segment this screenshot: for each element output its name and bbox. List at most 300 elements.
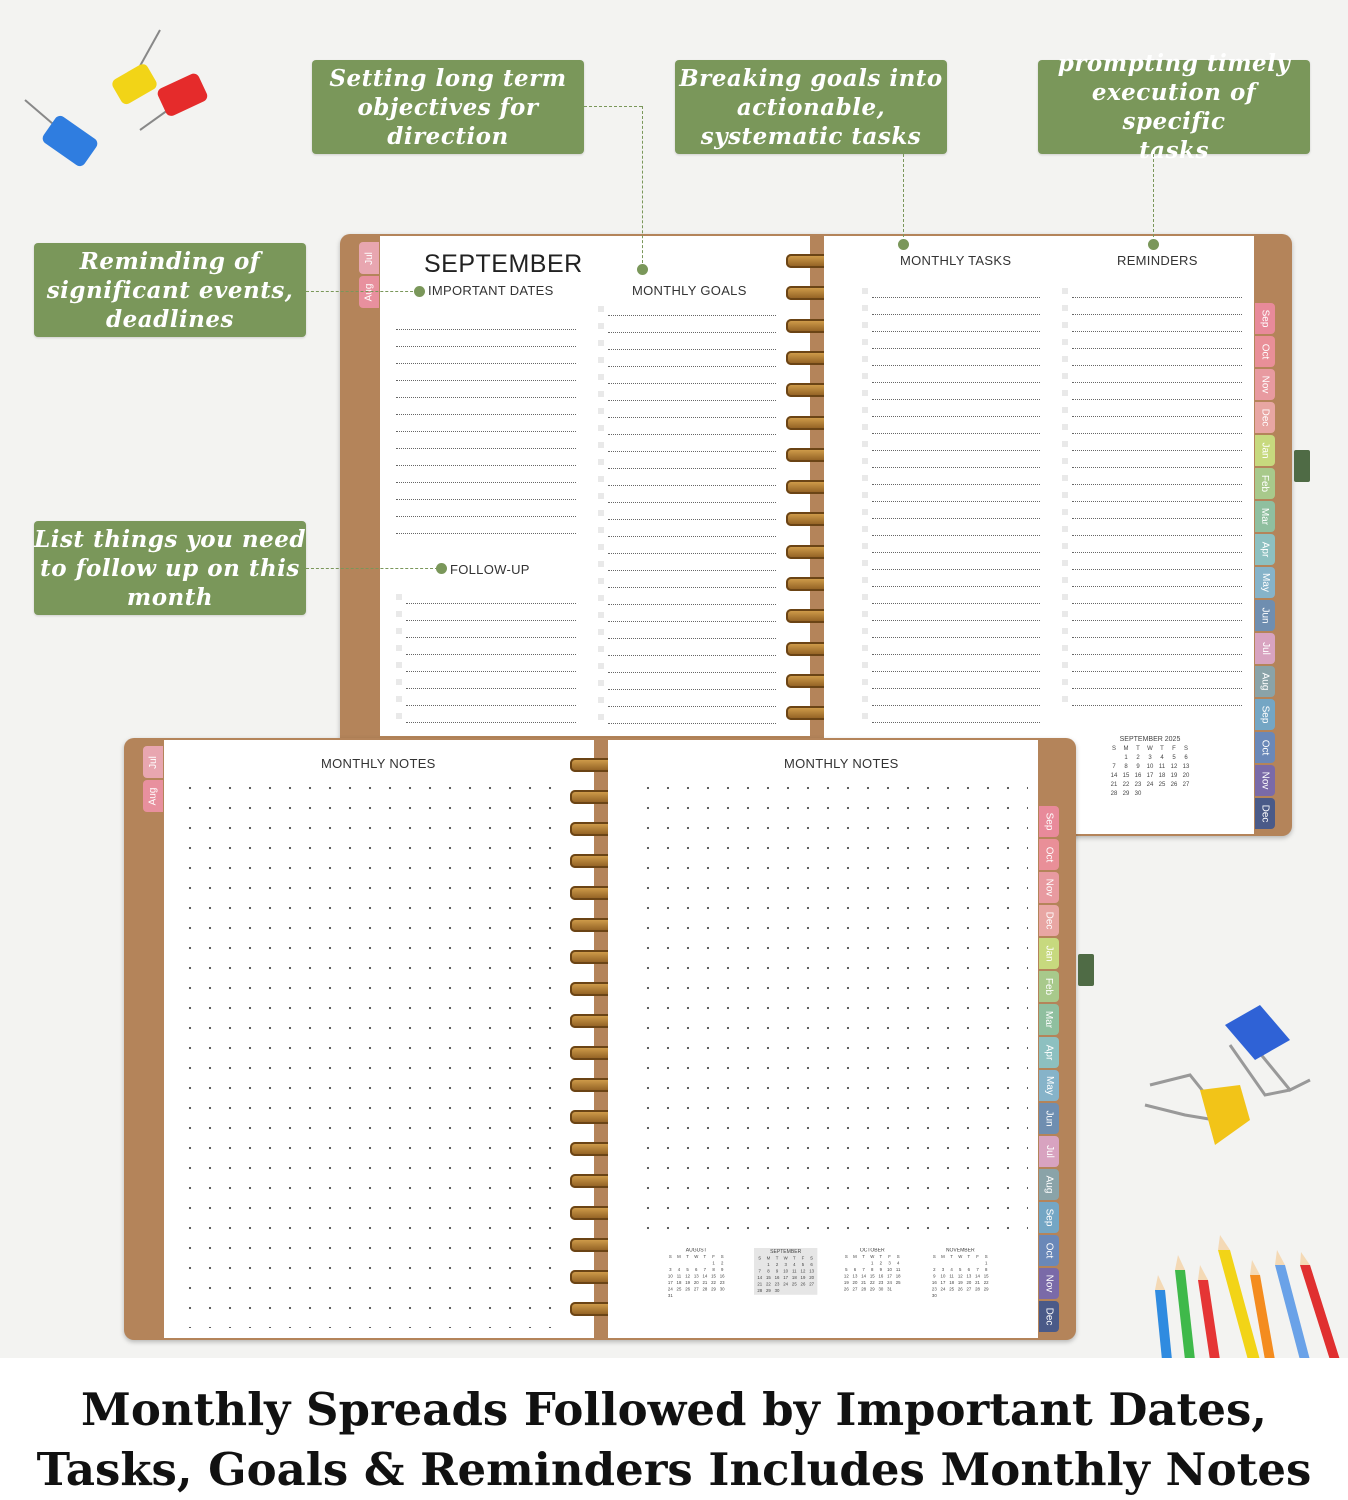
- writing-line: [1072, 433, 1242, 434]
- checkbox-marker: [1062, 679, 1068, 685]
- connector-reminding: [306, 291, 418, 292]
- calendar-date: 5: [1172, 755, 1176, 761]
- calendar-date: 21: [757, 1282, 763, 1287]
- checkbox-marker: [1062, 509, 1068, 515]
- top-right-tab-sep-12[interactable]: Sep: [1255, 699, 1275, 730]
- callout-prompting: prompting timely execution of specific tasks: [1038, 60, 1310, 154]
- calendar-day-header: F: [1172, 746, 1176, 752]
- writing-line: [396, 414, 576, 415]
- checkbox-marker: [598, 697, 604, 703]
- bottom-right-tab-nov-2[interactable]: Nov: [1039, 872, 1059, 903]
- calendar-day-header: T: [792, 1256, 796, 1261]
- checkbox-marker: [1062, 305, 1068, 311]
- calendar-day-header: W: [870, 1255, 875, 1260]
- calendar-day-header: M: [766, 1256, 771, 1261]
- bottom-right-tab-jul-10[interactable]: Jul: [1039, 1136, 1059, 1167]
- checkbox-marker: [396, 679, 402, 685]
- writing-line: [608, 400, 776, 401]
- calendar-date: 29: [869, 1287, 875, 1292]
- calendar-date: [675, 1294, 684, 1298]
- writing-line: [396, 346, 576, 347]
- calendar-date: 3: [941, 1268, 945, 1273]
- checkbox-marker: [598, 391, 604, 397]
- calendar-date: 26: [800, 1282, 806, 1287]
- writing-line: [1072, 637, 1242, 638]
- calendar-date: 1: [712, 1261, 715, 1266]
- calendar-date: 3: [669, 1268, 672, 1273]
- calendar-day-header: M: [853, 1255, 857, 1260]
- left-monthly-notes-heading: MONTHLY NOTES: [321, 756, 436, 771]
- calendar-date: 21: [1110, 782, 1118, 788]
- calendar-day-header: S: [844, 1255, 848, 1260]
- calendar-date: 2: [933, 1268, 936, 1273]
- writing-line: [872, 603, 1040, 604]
- calendar-date: [718, 1294, 727, 1298]
- bottom-right-tab-oct-1[interactable]: Oct: [1039, 839, 1059, 870]
- checkbox-marker: [598, 374, 604, 380]
- calendar-date: 27: [852, 1287, 858, 1292]
- writing-line: [1072, 365, 1242, 366]
- calendar-date: [675, 1262, 684, 1266]
- writing-line: [396, 431, 576, 432]
- connector-dot-reminders: [1148, 239, 1159, 250]
- writing-line: [608, 621, 776, 622]
- follow-up-heading: FOLLOW-UP: [450, 562, 530, 577]
- calendar-date: 28: [1110, 791, 1118, 797]
- calendar-date: 14: [861, 1274, 867, 1279]
- calendar-date: 26: [1170, 782, 1178, 788]
- month-title: SEPTEMBER: [424, 250, 583, 278]
- calendar-date: 30: [1134, 791, 1142, 797]
- calendar-date: 19: [800, 1276, 806, 1281]
- writing-line: [872, 654, 1040, 655]
- writing-line: [396, 499, 576, 500]
- calendar-date: [799, 1289, 808, 1293]
- writing-line: [608, 536, 776, 537]
- calendar-date: 20: [852, 1281, 858, 1286]
- bottom-right-tab-dec-15[interactable]: Dec: [1039, 1301, 1059, 1332]
- checkbox-marker: [598, 527, 604, 533]
- calendar-date: [692, 1294, 701, 1298]
- calendar-date: [842, 1262, 851, 1266]
- checkbox-marker: [862, 339, 868, 345]
- writing-line: [406, 671, 576, 672]
- top-right-tab-oct-13[interactable]: Oct: [1255, 732, 1275, 763]
- calendar-date: [965, 1294, 974, 1298]
- checkbox-marker: [862, 543, 868, 549]
- calendar-date: 31: [667, 1294, 673, 1299]
- calendar-date: 27: [693, 1287, 699, 1292]
- top-elastic-band: [1294, 450, 1310, 482]
- calendar-date: 5: [686, 1268, 689, 1273]
- bottom-left-tab-jul[interactable]: Jul: [143, 746, 163, 778]
- connector-dot-dates: [414, 286, 425, 297]
- calendar-date: 26: [843, 1287, 849, 1292]
- calendar-date: 25: [1158, 782, 1166, 788]
- calendar-date: 19: [957, 1281, 963, 1286]
- checkbox-marker: [1062, 560, 1068, 566]
- writing-line: [406, 603, 576, 604]
- calendar-date: 21: [861, 1281, 867, 1286]
- calendar-date: 1: [984, 1261, 988, 1266]
- calendar-date: 8: [712, 1268, 715, 1273]
- calendar-date: 8: [984, 1268, 988, 1273]
- checkbox-marker: [862, 458, 868, 464]
- calendar-date: 4: [793, 1263, 796, 1268]
- top-right-tab-feb-5[interactable]: Feb: [1255, 468, 1275, 499]
- calendar-date: 11: [792, 1269, 797, 1274]
- calendar-date: 5: [845, 1268, 848, 1273]
- calendar-date: 13: [966, 1274, 972, 1279]
- calendar-date: [973, 1294, 982, 1298]
- calendar-date: 12: [1170, 764, 1178, 770]
- calendar-day-header: T: [862, 1255, 865, 1260]
- calendar-date: 16: [878, 1274, 884, 1279]
- calendar-date: 22: [869, 1281, 875, 1286]
- checkbox-marker: [396, 645, 402, 651]
- top-left-tab-jul[interactable]: Jul: [359, 242, 379, 274]
- checkbox-marker: [598, 646, 604, 652]
- calendar-date: 26: [685, 1287, 691, 1292]
- checkbox-marker: [1062, 424, 1068, 430]
- calendar-date: [701, 1262, 710, 1266]
- checkbox-marker: [598, 680, 604, 686]
- calendar-date: 3: [888, 1261, 891, 1266]
- calendar-date: 10: [667, 1274, 673, 1279]
- calendar-date: [956, 1262, 965, 1266]
- callout-reminding: Reminding of significant events, deadlines: [34, 243, 306, 337]
- calendar-date: 15: [983, 1274, 989, 1279]
- writing-line: [406, 705, 576, 706]
- top-right-tab-mar-6[interactable]: Mar: [1255, 501, 1275, 532]
- calendar-day-header: S: [758, 1256, 762, 1261]
- top-right-tab-oct-1[interactable]: Oct: [1255, 336, 1275, 367]
- calendar-day-header: T: [1136, 746, 1140, 752]
- top-left-tab-aug[interactable]: Aug: [359, 276, 379, 308]
- checkbox-marker: [396, 628, 402, 634]
- calendar-date: [939, 1262, 948, 1266]
- bottom-right-tab-may-8[interactable]: May: [1039, 1070, 1059, 1101]
- calendar-date: 17: [1146, 773, 1154, 779]
- calendar-date: [1144, 791, 1156, 797]
- top-right-tab-apr-7[interactable]: Apr: [1255, 534, 1275, 565]
- important-dates-heading: IMPORTANT DATES: [428, 283, 554, 298]
- writing-line: [872, 467, 1040, 468]
- calendar-date: [851, 1262, 860, 1266]
- calendar-date: [947, 1294, 956, 1298]
- calendar-date: 14: [975, 1274, 980, 1279]
- calendar-date: 18: [949, 1281, 955, 1286]
- checkbox-marker: [862, 696, 868, 702]
- calendar-date: 13: [852, 1274, 858, 1279]
- bottom-right-tab-jan-4[interactable]: Jan: [1039, 938, 1059, 969]
- bottom-left-tab-aug[interactable]: Aug: [143, 780, 163, 812]
- calendar-date: 18: [791, 1276, 797, 1281]
- writing-line: [1072, 688, 1242, 689]
- top-right-tab-jun-9[interactable]: Jun: [1255, 600, 1275, 631]
- writing-line: [872, 705, 1040, 706]
- calendar-date: 11: [949, 1274, 954, 1279]
- checkbox-marker: [598, 408, 604, 414]
- bottom-right-tab-mar-6[interactable]: Mar: [1039, 1004, 1059, 1035]
- mini-calendar-title: NOVEMBER: [945, 1248, 975, 1254]
- calendar-date: 19: [685, 1281, 691, 1286]
- writing-line: [406, 722, 576, 723]
- top-right-tab-may-8[interactable]: May: [1255, 567, 1275, 598]
- mini-calendar-august: [666, 1248, 726, 1298]
- calendar-day-header: T: [1160, 746, 1164, 752]
- calendar-date: 20: [693, 1281, 699, 1286]
- calendar-date: [1156, 791, 1168, 797]
- calendar-date: 4: [677, 1268, 681, 1273]
- writing-line: [608, 689, 776, 690]
- calendar-day-header: T: [775, 1256, 779, 1261]
- calendar-day-header: W: [958, 1255, 963, 1260]
- writing-line: [396, 380, 576, 381]
- checkbox-marker: [862, 407, 868, 413]
- writing-line: [872, 331, 1040, 332]
- mini-calendar-october: [842, 1248, 902, 1292]
- top-right-tab-sep-0[interactable]: Sep: [1255, 303, 1275, 334]
- connector-long-term-v: [642, 106, 643, 268]
- checkbox-marker: [1062, 390, 1068, 396]
- calendar-date: 24: [940, 1287, 946, 1292]
- calendar-date: 11: [1158, 764, 1166, 770]
- calendar-date: 15: [765, 1276, 771, 1281]
- calendar-day-header: S: [984, 1255, 988, 1260]
- top-right-tab-dec-15[interactable]: Dec: [1255, 798, 1275, 829]
- calendar-date: 30: [878, 1287, 884, 1292]
- calendar-date: 6: [810, 1263, 813, 1268]
- writing-line: [406, 688, 576, 689]
- calendar-date: [709, 1294, 718, 1298]
- checkbox-marker: [1062, 458, 1068, 464]
- calendar-date: 14: [1110, 773, 1118, 779]
- checkbox-marker: [598, 442, 604, 448]
- calendar-date: 24: [887, 1281, 892, 1286]
- bottom-right-tab-apr-7[interactable]: Apr: [1039, 1037, 1059, 1068]
- checkbox-marker: [862, 679, 868, 685]
- checkbox-marker: [862, 373, 868, 379]
- writing-line: [608, 417, 776, 418]
- calendar-date: 24: [783, 1282, 789, 1287]
- calendar-date: 7: [976, 1268, 979, 1273]
- binder-clips-icon: [1140, 995, 1330, 1165]
- writing-line: [872, 722, 1040, 723]
- calendar-date: 23: [878, 1281, 884, 1286]
- top-right-tab-jan-4[interactable]: Jan: [1255, 435, 1275, 466]
- calendar-date: 30: [774, 1289, 780, 1294]
- calendar-date: 20: [1182, 773, 1190, 779]
- calendar-date: 25: [676, 1287, 682, 1292]
- calendar-date: [982, 1294, 991, 1298]
- writing-line: [608, 723, 776, 724]
- checkbox-marker: [1062, 339, 1068, 345]
- calendar-date: 16: [774, 1276, 780, 1281]
- calendar-date: [973, 1262, 982, 1266]
- calendar-day-header: W: [1147, 746, 1153, 752]
- bottom-caption: [0, 1358, 1348, 1500]
- calendar-date: 2: [775, 1263, 779, 1268]
- calendar-date: 14: [757, 1276, 763, 1281]
- writing-line: [1072, 331, 1242, 332]
- checkbox-marker: [1062, 662, 1068, 668]
- checkbox-marker: [598, 340, 604, 346]
- calendar-date: [1168, 791, 1180, 797]
- mini-calendar-september: [754, 1248, 817, 1295]
- calendar-date: 25: [791, 1282, 797, 1287]
- checkbox-marker: [862, 645, 868, 651]
- calendar-date: [859, 1262, 868, 1266]
- writing-line: [608, 706, 776, 707]
- connector-follow-up: [306, 568, 438, 569]
- writing-line: [1072, 671, 1242, 672]
- checkbox-marker: [862, 475, 868, 481]
- bottom-right-tab-jun-9[interactable]: Jun: [1039, 1103, 1059, 1134]
- calendar-date: 29: [1122, 791, 1130, 797]
- writing-line: [608, 638, 776, 639]
- writing-line: [406, 620, 576, 621]
- writing-line: [1072, 586, 1242, 587]
- calendar-date: 12: [843, 1274, 849, 1279]
- writing-line: [396, 448, 576, 449]
- bottom-right-tab-sep-12[interactable]: Sep: [1039, 1202, 1059, 1233]
- connector-dot-goals: [637, 264, 648, 275]
- calendar-date: 7: [862, 1268, 865, 1273]
- writing-line: [872, 637, 1040, 638]
- checkbox-marker: [396, 594, 402, 600]
- calendar-date: 18: [895, 1274, 901, 1279]
- checkbox-marker: [862, 509, 868, 515]
- writing-line: [1072, 450, 1242, 451]
- calendar-date: 29: [983, 1287, 989, 1292]
- bottom-right-tab-feb-5[interactable]: Feb: [1039, 971, 1059, 1002]
- calendar-date: [683, 1294, 692, 1298]
- top-right-tab-aug-11[interactable]: Aug: [1255, 666, 1275, 697]
- calendar-date: 28: [757, 1289, 763, 1294]
- calendar-date: 19: [1170, 773, 1178, 779]
- writing-line: [608, 672, 776, 673]
- calendar-date: 24: [667, 1287, 673, 1292]
- monthly-tasks-heading: MONTHLY TASKS: [900, 253, 1012, 268]
- top-left-page: [380, 236, 810, 736]
- bottom-right-tab-sep-0[interactable]: Sep: [1039, 806, 1059, 837]
- calendar-date: 15: [711, 1274, 716, 1279]
- calendar-date: 13: [693, 1274, 699, 1279]
- calendar-date: [894, 1288, 903, 1292]
- writing-line: [396, 465, 576, 466]
- calendar-date: 24: [1146, 782, 1154, 788]
- checkbox-marker: [598, 425, 604, 431]
- writing-line: [1072, 705, 1242, 706]
- calendar-date: 16: [719, 1274, 725, 1279]
- writing-line: [396, 516, 576, 517]
- calendar-date: 15: [869, 1274, 875, 1279]
- calendar-date: 28: [702, 1287, 708, 1292]
- writing-line: [1072, 552, 1242, 553]
- checkbox-marker: [598, 476, 604, 482]
- calendar-date: 16: [931, 1281, 937, 1286]
- calendar-date: 1: [871, 1261, 874, 1266]
- writing-line: [872, 314, 1040, 315]
- calendar-date: 23: [774, 1282, 780, 1287]
- top-right-tab-nov-2[interactable]: Nov: [1255, 369, 1275, 400]
- calendar-date: 12: [957, 1274, 963, 1279]
- checkbox-marker: [598, 663, 604, 669]
- bottom-right-tab-oct-13[interactable]: Oct: [1039, 1235, 1059, 1266]
- writing-line: [1072, 467, 1242, 468]
- checkbox-marker: [862, 356, 868, 362]
- calendar-day-header: S: [896, 1255, 900, 1260]
- checkbox-marker: [1062, 356, 1068, 362]
- checkbox-marker: [598, 459, 604, 465]
- calendar-date: [781, 1289, 790, 1293]
- calendar-date: 10: [783, 1269, 789, 1274]
- calendar-date: 6: [1184, 755, 1188, 761]
- calendar-date: 11: [895, 1268, 901, 1273]
- top-right-tab-jul-10[interactable]: Jul: [1255, 633, 1275, 664]
- calendar-date: 20: [809, 1276, 815, 1281]
- calendar-date: 2: [720, 1261, 724, 1266]
- calendar-day-header: M: [1123, 746, 1129, 752]
- writing-line: [872, 484, 1040, 485]
- writing-line: [872, 416, 1040, 417]
- checkbox-marker: [862, 424, 868, 430]
- calendar-date: 19: [843, 1281, 849, 1286]
- checkbox-marker: [1062, 492, 1068, 498]
- bottom-right-page: [608, 740, 1038, 1338]
- mini-calendar-title: SEPTEMBER: [770, 1249, 802, 1255]
- calendar-date: 13: [1182, 764, 1190, 770]
- writing-line: [872, 433, 1040, 434]
- checkbox-marker: [1062, 611, 1068, 617]
- checkbox-marker: [598, 510, 604, 516]
- calendar-date: 4: [950, 1268, 953, 1273]
- calendar-date: [683, 1262, 692, 1266]
- calendar-date: 17: [940, 1281, 946, 1286]
- checkbox-marker: [862, 288, 868, 294]
- connector-dot-tasks: [898, 239, 909, 250]
- writing-line: [608, 349, 776, 350]
- calendar-date: 6: [967, 1268, 971, 1273]
- calendar-date: 9: [879, 1268, 883, 1273]
- bottom-right-tab-aug-11[interactable]: Aug: [1039, 1169, 1059, 1200]
- top-right-tab-dec-3[interactable]: Dec: [1255, 402, 1275, 433]
- bottom-right-tab-nov-14[interactable]: Nov: [1039, 1268, 1059, 1299]
- writing-line: [872, 586, 1040, 587]
- calendar-date: 15: [1122, 773, 1130, 779]
- calendar-date: [965, 1262, 974, 1266]
- checkbox-marker: [1062, 645, 1068, 651]
- calendar-date: 25: [895, 1281, 901, 1286]
- calendar-date: 22: [1122, 782, 1130, 788]
- bottom-right-tab-dec-3[interactable]: Dec: [1039, 905, 1059, 936]
- calendar-day-header: F: [801, 1256, 805, 1261]
- important-dates-lines: [396, 312, 576, 542]
- checkbox-marker: [396, 611, 402, 617]
- calendar-date: 22: [765, 1282, 771, 1287]
- checkbox-marker: [862, 305, 868, 311]
- calendar-date: 6: [853, 1268, 857, 1273]
- writing-line: [608, 587, 776, 588]
- writing-line: [608, 570, 776, 571]
- writing-line: [1072, 603, 1242, 604]
- connector-long-term: [584, 106, 642, 107]
- writing-line: [396, 482, 576, 483]
- calendar-day-header: T: [879, 1255, 883, 1260]
- top-right-tab-nov-14[interactable]: Nov: [1255, 765, 1275, 796]
- writing-line: [1072, 620, 1242, 621]
